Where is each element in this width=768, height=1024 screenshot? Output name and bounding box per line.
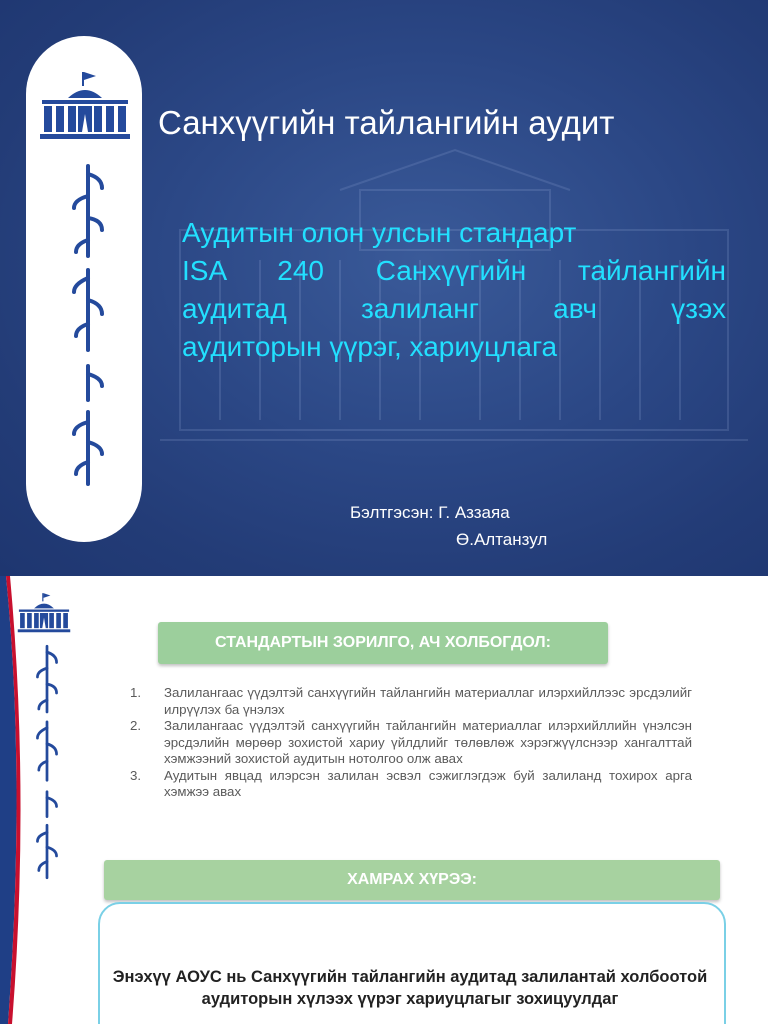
decorative-swoosh bbox=[0, 576, 30, 1024]
parliament-building-icon bbox=[38, 70, 132, 142]
list-number: 3. bbox=[130, 767, 142, 783]
parliament-building-icon bbox=[16, 592, 72, 634]
list-text: Аудитын явцад илэрсэн залилан эсвэл сэжиглэгдэж буй залиланд тохирох арга хэмжээ авах bbox=[164, 767, 692, 799]
scope-text: Энэхүү АОУС нь Санхүүгийн тайлангийн аудитад залилантай холбоотой аудиторын хүлээх үүрэг хариуцлагыг зохицуулдаг bbox=[112, 968, 708, 1008]
list-item bbox=[126, 718, 692, 768]
scope-heading: ХАМРАХ ХҮРЭЭ: bbox=[347, 871, 477, 888]
list-text: Залилангаас үүдэлтэй санхүүгийн тайлангийн материаллаг илэрхийллийн үнэлсэн эрсдэлийн мөрөөр зохистой хариу үйлдлийг төлөвлөж хэрэгжүүлснээр хангалттай хэмжээний зохистой аудитын нотолгоо олж авах bbox=[164, 718, 692, 766]
content-slide bbox=[0, 576, 768, 1024]
list-item bbox=[126, 768, 692, 801]
mongolian-script-emblem-icon bbox=[32, 642, 62, 882]
list-text: Залилангаас үүдэлтэй санхүүгийн тайлангийн материаллаг илэрхийллээс эрсдэлийг илрүүлэх ба үнэлэх bbox=[164, 685, 692, 717]
scope-heading-bar bbox=[104, 860, 720, 900]
prepared-by: Бэлтгэсэн: Г. Аззаяа bbox=[350, 503, 510, 522]
prepared-by-second: Ө.Алтанзул bbox=[456, 530, 548, 549]
subtitle-line: Аудитын олон улсын стандарт bbox=[182, 217, 577, 248]
objectives-list bbox=[126, 685, 692, 801]
subtitle-line: аудиторын үүрэг, хариуцлага bbox=[182, 331, 558, 362]
subtitle-line: аудитад залиланг авч үзэх bbox=[182, 293, 726, 324]
presentation-title: Санхүүгийн тайлангийн аудит bbox=[158, 104, 615, 141]
list-item bbox=[126, 685, 692, 718]
subtitle-line: ISA 240 Санхүүгийн тайлангийн bbox=[182, 255, 726, 286]
mongolian-script-emblem-icon bbox=[66, 160, 110, 490]
list-number: 2. bbox=[130, 718, 142, 733]
objective-heading-bar bbox=[158, 622, 608, 664]
list-number: 1. bbox=[130, 685, 142, 700]
objective-heading: СТАНДАРТЫН ЗОРИЛГО, АЧ ХОЛБОГДОЛ: bbox=[215, 634, 551, 651]
presentation-subtitle bbox=[182, 214, 726, 366]
